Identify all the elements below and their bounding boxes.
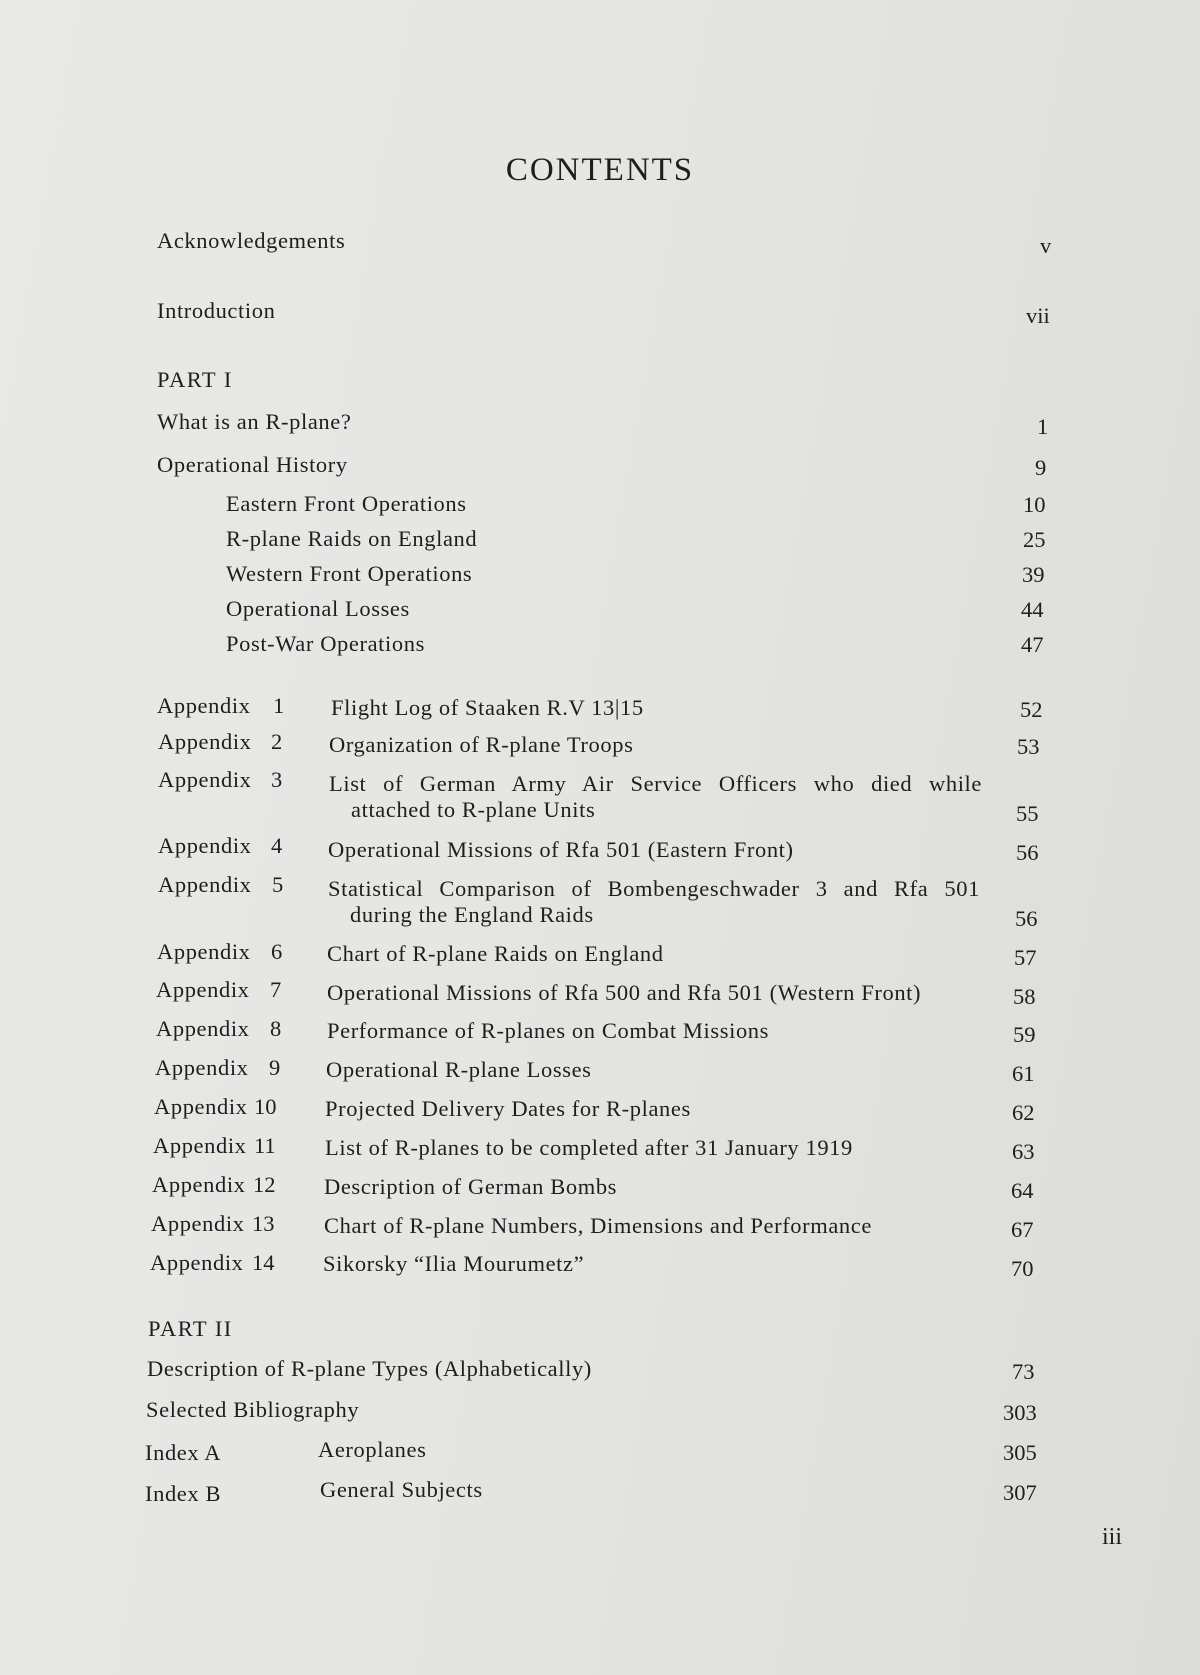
appendix-label: Appendix xyxy=(155,1055,249,1080)
appendix-title: Chart of R-plane Numbers, Dimensions and Performance xyxy=(324,1213,872,1238)
entry-page: 307 xyxy=(1003,1480,1037,1505)
appendix-number: 7 xyxy=(270,977,282,1002)
appendix-label: Appendix xyxy=(157,693,251,718)
appendix-label: Appendix xyxy=(153,1133,247,1158)
appendix-title: Performance of R-planes on Combat Missions xyxy=(327,1018,770,1043)
appendix-label: Appendix xyxy=(158,767,252,792)
entry-page: vii xyxy=(1026,303,1050,328)
entry-page: 56 xyxy=(1016,840,1039,865)
appendix-title: Operational Missions of Rfa 501 (Eastern Front) xyxy=(328,837,794,862)
appendix-label: Appendix xyxy=(158,872,252,897)
entry-page: 44 xyxy=(1021,597,1044,622)
appendix-title: List of German Army Air Service Officers who died while xyxy=(329,771,982,796)
appendix-number: 3 xyxy=(271,767,283,792)
appendix-number: 4 xyxy=(271,833,283,858)
entry-label: What is an R-plane? xyxy=(157,409,352,434)
entry-page: 70 xyxy=(1011,1256,1034,1281)
appendix-label: Appendix xyxy=(156,977,250,1002)
appendix-number: 13 xyxy=(252,1211,275,1236)
appendix-title: Organization of R-plane Troops xyxy=(329,732,634,757)
appendix-number: 8 xyxy=(270,1016,282,1041)
entry-label: Western Front Operations xyxy=(226,561,473,586)
entry-label: Description of R-plane Types (Alphabetically) xyxy=(147,1356,592,1381)
appendix-title: Description of German Bombs xyxy=(324,1174,618,1199)
entry-page: 73 xyxy=(1012,1359,1035,1384)
appendix-label: Appendix xyxy=(158,729,252,754)
part-heading: PART I xyxy=(157,367,233,392)
entry-page: 57 xyxy=(1014,945,1037,970)
entry-page: 47 xyxy=(1021,632,1044,657)
appendix-label: Appendix xyxy=(157,939,251,964)
entry-label: R-plane Raids on England xyxy=(226,526,478,551)
appendix-title: Sikorsky “Ilia Mourumetz” xyxy=(323,1251,585,1276)
part-heading: PART II xyxy=(148,1316,233,1341)
entry-page: 59 xyxy=(1013,1022,1036,1047)
entry-label: Operational Losses xyxy=(226,596,410,621)
appendix-label: Appendix xyxy=(150,1250,244,1275)
appendix-label: Appendix xyxy=(156,1016,250,1041)
appendix-title: List of R-planes to be completed after 31 January 1919 xyxy=(325,1135,853,1160)
appendix-number: 6 xyxy=(271,939,283,964)
appendix-number: 5 xyxy=(272,872,284,897)
entry-label: Operational History xyxy=(157,452,348,477)
entry-page: 303 xyxy=(1003,1400,1037,1425)
entry-label: Post-War Operations xyxy=(226,631,425,656)
entry-page: 1 xyxy=(1037,414,1049,439)
entry-page: 64 xyxy=(1011,1178,1034,1203)
index-label: Index B xyxy=(145,1481,222,1506)
entry-page: 53 xyxy=(1017,734,1040,759)
appendix-title-continued: during the England Raids xyxy=(350,902,594,927)
appendix-label: Appendix xyxy=(152,1172,246,1197)
appendix-title: Statistical Comparison of Bombengeschwader 3 and Rfa 501 xyxy=(328,876,980,901)
entry-page: v xyxy=(1040,233,1052,258)
entry-label: Eastern Front Operations xyxy=(226,491,467,516)
entry-page: 67 xyxy=(1011,1217,1034,1242)
entry-page: 10 xyxy=(1023,492,1046,517)
appendix-title: Flight Log of Staaken R.V 13|15 xyxy=(331,695,644,720)
entry-page: 9 xyxy=(1035,455,1047,480)
index-title: General Subjects xyxy=(320,1477,483,1502)
appendix-title-continued: attached to R-plane Units xyxy=(351,797,596,822)
entry-label: Introduction xyxy=(157,298,276,323)
appendix-number: 12 xyxy=(253,1172,276,1197)
entry-page: 52 xyxy=(1020,697,1043,722)
entry-page: 39 xyxy=(1022,562,1045,587)
appendix-title: Operational Missions of Rfa 500 and Rfa 501 (Western Front) xyxy=(327,980,922,1005)
entry-page: 25 xyxy=(1023,527,1046,552)
appendix-label: Appendix xyxy=(151,1211,245,1236)
entry-page: 63 xyxy=(1012,1139,1035,1164)
appendix-label: Appendix xyxy=(158,833,252,858)
entry-label: Acknowledgements xyxy=(157,228,346,253)
entry-page: 61 xyxy=(1012,1061,1035,1086)
index-title: Aeroplanes xyxy=(318,1437,427,1462)
appendix-title: Projected Delivery Dates for R-planes xyxy=(325,1096,691,1121)
appendix-number: 10 xyxy=(254,1094,277,1119)
entry-page: 56 xyxy=(1015,906,1038,931)
entry-page: 62 xyxy=(1012,1100,1035,1125)
appendix-title: Operational R-plane Losses xyxy=(326,1057,592,1082)
appendix-number: 9 xyxy=(269,1055,281,1080)
appendix-number: 14 xyxy=(252,1250,275,1275)
entry-label: Selected Bibliography xyxy=(146,1397,360,1422)
appendix-label: Appendix xyxy=(154,1094,248,1119)
appendix-title: Chart of R-plane Raids on England xyxy=(327,941,664,966)
appendix-number: 1 xyxy=(273,693,285,718)
entry-page: 55 xyxy=(1016,801,1039,826)
appendix-number: 11 xyxy=(254,1133,276,1158)
page-number: iii xyxy=(1101,1524,1122,1550)
entry-page: 305 xyxy=(1003,1440,1037,1465)
page-title: CONTENTS xyxy=(505,152,695,188)
entry-page: 58 xyxy=(1013,984,1036,1009)
appendix-number: 2 xyxy=(271,729,283,754)
index-label: Index A xyxy=(145,1440,222,1465)
